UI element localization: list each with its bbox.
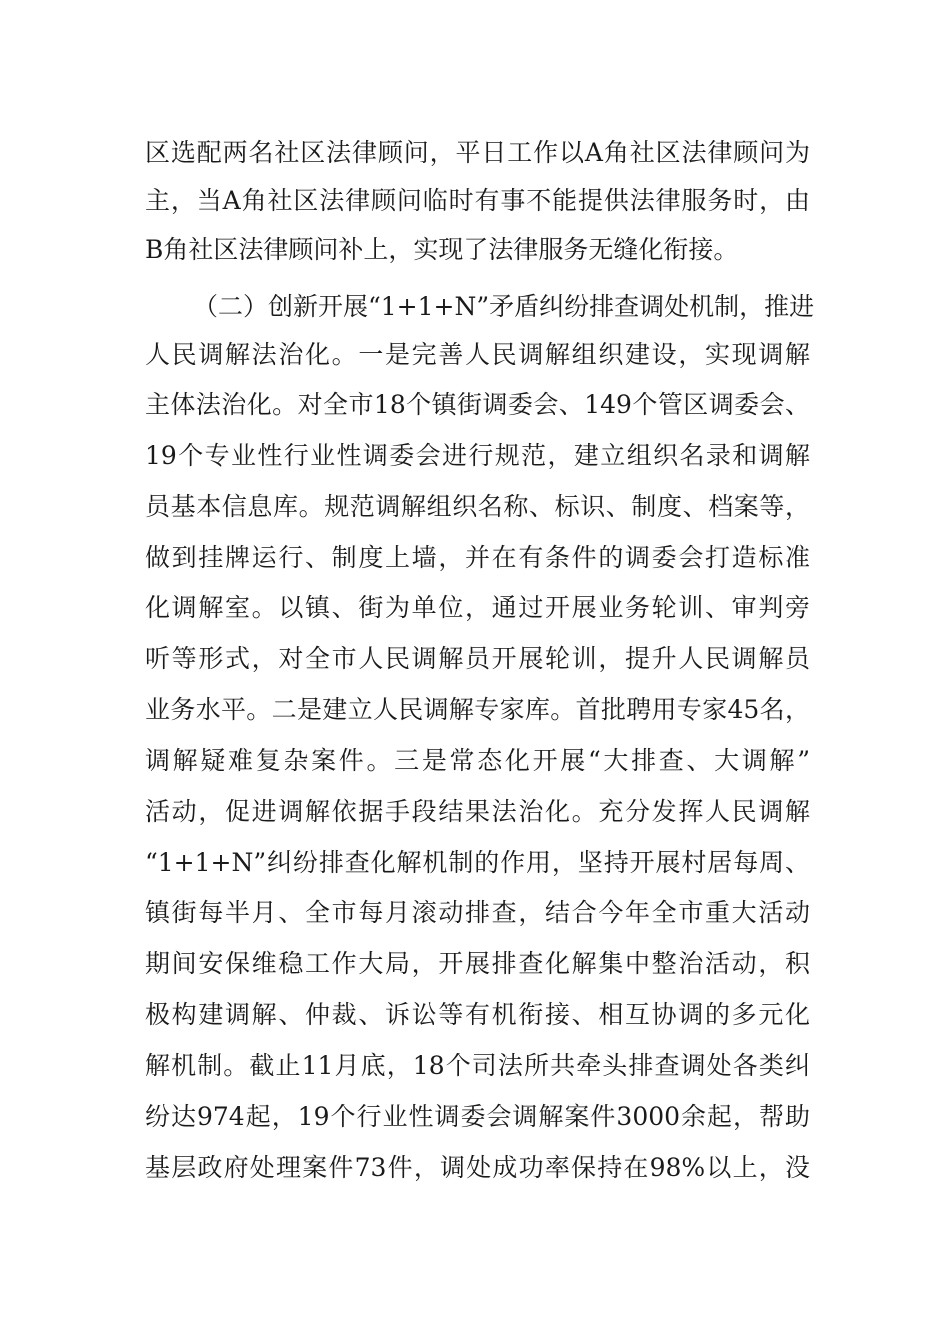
text-line: 活动，促进调解依据手段结果法治化。充分发挥人民调解 — [145, 797, 810, 826]
text-line: 基层政府处理案件73件，调处成功率保持在98%以上，没 — [145, 1153, 810, 1182]
text-line: 解机制。截止11月底，18个司法所共牵头排查调处各类纠 — [145, 1051, 810, 1080]
text-line: 主体法治化。对全市18个镇街调委会、149个管区调委会、 — [145, 390, 810, 419]
text-line: 业务水平。二是建立人民调解专家库。首批聘用专家45名， — [145, 695, 810, 724]
text-line: 极构建调解、仲裁、诉讼等有机衔接、相互协调的多元化 — [145, 1000, 810, 1029]
text-line: 期间安保维稳工作大局，开展排查化解集中整治活动，积 — [145, 949, 810, 978]
text-line: 主，当A角社区法律顾问临时有事不能提供法律服务时，由 — [145, 186, 810, 215]
text-line: 员基本信息库。规范调解组织名称、标识、制度、档案等， — [145, 492, 810, 521]
text-line: 化调解室。以镇、街为单位，通过开展业务轮训、审判旁 — [145, 593, 810, 622]
text-line: 区选配两名社区法律顾问，平日工作以A角社区法律顾问为 — [145, 138, 810, 167]
text-line: B角社区法律顾问补上，实现了法律服务无缝化衔接。 — [145, 235, 739, 264]
paragraph-heading-line: （二）创新开展“1+1+N”矛盾纠纷排查调处机制，推进 — [193, 292, 815, 321]
text-line: 做到挂牌运行、制度上墙，并在有条件的调委会打造标准 — [145, 543, 810, 572]
text-line: 纷达974起，19个行业性调委会调解案件3000余起，帮助 — [145, 1102, 810, 1131]
text-line: 19个专业性行业性调委会进行规范，建立组织名录和调解 — [145, 441, 810, 470]
text-line: 人民调解法治化。一是完善人民调解组织建设，实现调解 — [145, 340, 810, 369]
text-line: “1+1+N”纠纷排查化解机制的作用，坚持开展村居每周、 — [145, 848, 810, 877]
text-line: 调解疑难复杂案件。三是常态化开展“大排查、大调解” — [145, 746, 810, 775]
text-line: 镇街每半月、全市每月滚动排查，结合今年全市重大活动 — [145, 898, 810, 927]
text-line: 听等形式，对全市人民调解员开展轮训，提升人民调解员 — [145, 644, 810, 673]
